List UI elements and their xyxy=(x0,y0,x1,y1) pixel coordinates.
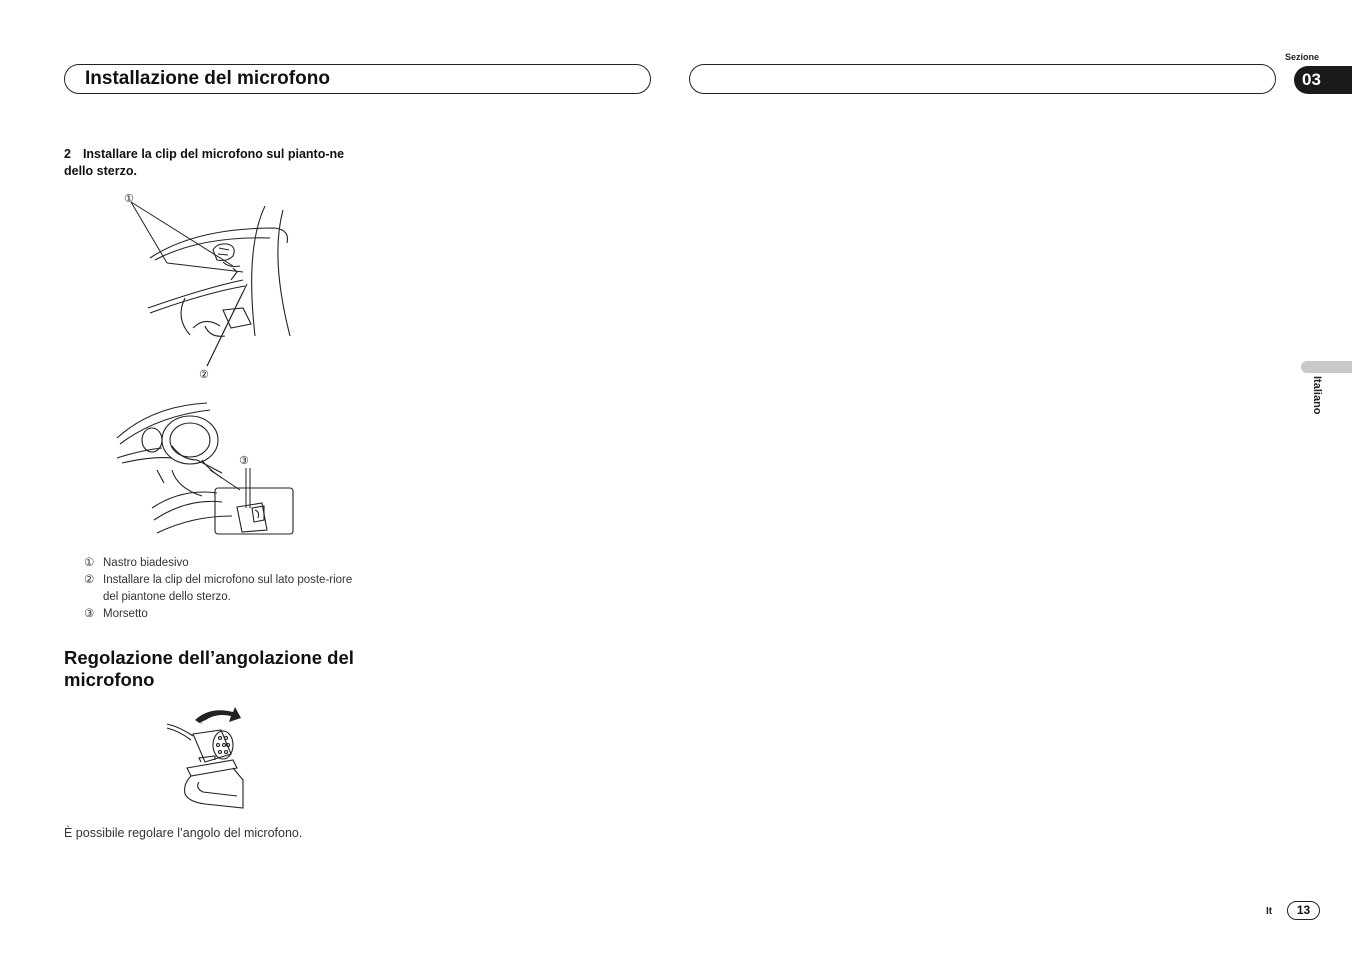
dashboard-clamp-illustration xyxy=(112,398,302,540)
step-text: Installare la clip del microfono sul pianto-ne dello sterzo. xyxy=(64,147,345,178)
section-label: Sezione xyxy=(1285,52,1320,62)
page-number: 13 xyxy=(1287,901,1320,920)
microphone-angle-illustration xyxy=(165,702,250,814)
footer-language: It xyxy=(1266,906,1273,917)
header-bar-left xyxy=(64,64,651,94)
step-number: 2 xyxy=(64,147,71,161)
step-instruction xyxy=(64,146,354,180)
callout-3: ③ xyxy=(239,454,249,467)
legend-text: Morsetto xyxy=(103,608,148,620)
legend-text: Nastro biadesivo xyxy=(103,557,189,569)
legend-item xyxy=(84,606,354,623)
legend-marker: ① xyxy=(84,557,95,569)
language-label: Italiano xyxy=(1311,376,1323,415)
legend-item xyxy=(84,572,354,606)
callout-1: ① xyxy=(124,192,134,205)
legend-marker: ③ xyxy=(84,608,95,620)
section-number-tab xyxy=(1294,66,1352,94)
legend-text: Installare la clip del microfono sul lato poste-riore del piantone dello sterzo. xyxy=(103,574,353,603)
section-number: 03 xyxy=(1302,70,1321,89)
legend-marker: ② xyxy=(84,574,95,586)
legend-item xyxy=(84,555,354,572)
section-body: È possibile regolare l’angolo del microfono. xyxy=(64,826,303,840)
steering-column-illustration xyxy=(115,188,305,383)
section-heading: Regolazione dell’angolazione del microfono xyxy=(64,647,354,690)
figure-legend xyxy=(84,555,354,623)
page-title: Installazione del microfono xyxy=(85,68,330,89)
language-tab xyxy=(1301,361,1352,373)
header-bar-right xyxy=(689,64,1276,94)
callout-2: ② xyxy=(199,368,209,381)
